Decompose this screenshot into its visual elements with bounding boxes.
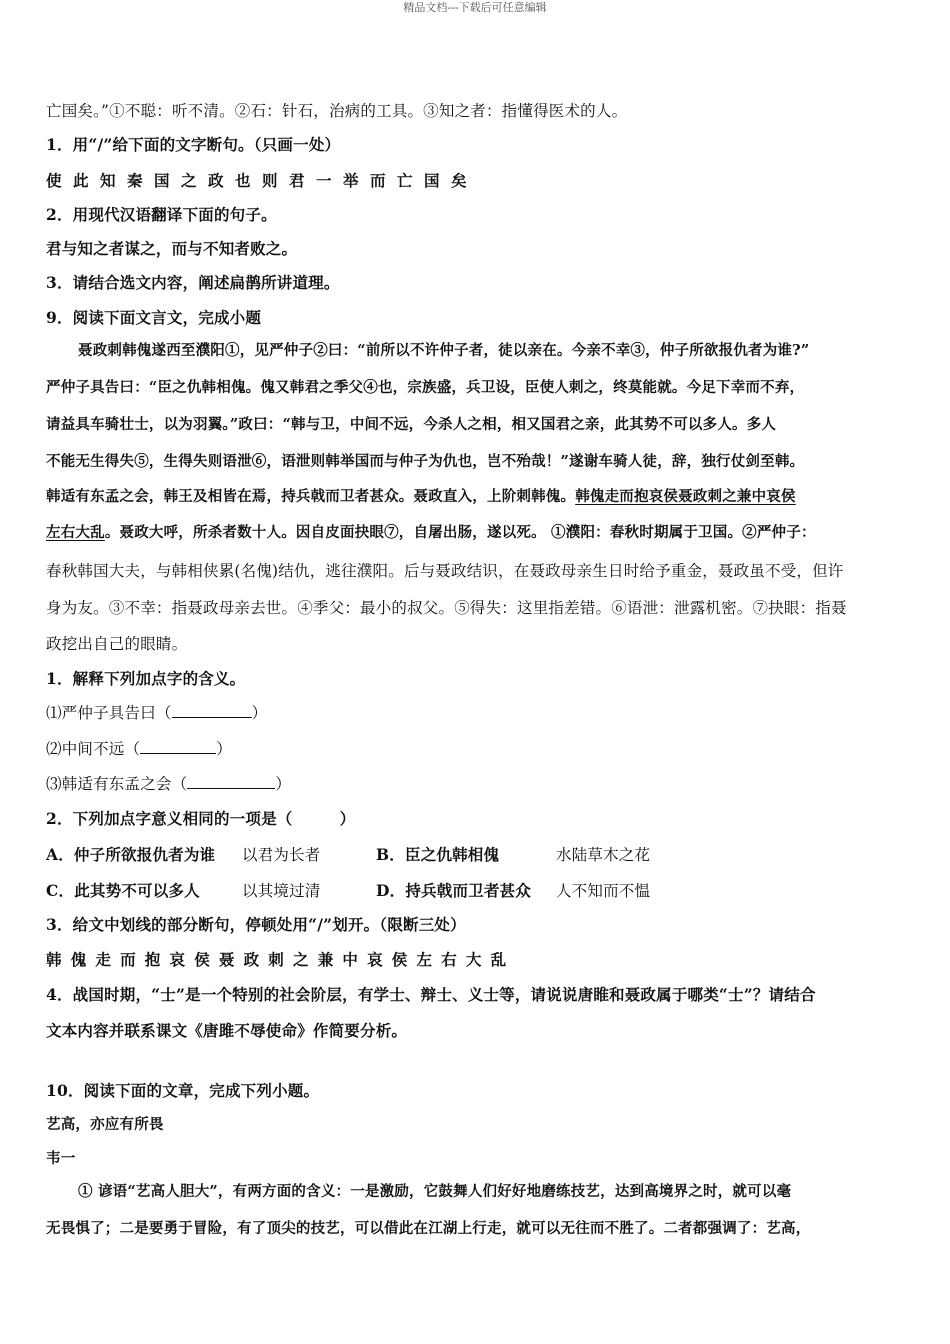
question-9-1a xyxy=(46,702,267,724)
answer-blank-2[interactable] xyxy=(140,738,216,754)
question-10-heading: 10．阅读下面的文章，完成下列小题。 xyxy=(46,1081,320,1100)
article-line-1: ① 谚语“艺高人胆大”，有两方面的含义：一是激励，它鼓舞人们好好地磨练技艺，达到高境界之时，就可以毫 xyxy=(78,1183,792,1200)
option-d-1[interactable]: D．持兵戟而卫者甚众 xyxy=(376,881,531,900)
question-9-1c xyxy=(46,773,291,795)
note-line-8: 身为友。③不幸：指聂政母亲去世。④季父：最小的叔父。⑤得失：这里指差错。⑥语泄：泄露机密。⑦抉眼：指聂 xyxy=(46,599,847,617)
underlined-passage-end: 左右大乱 xyxy=(46,524,105,541)
passage-line-6-text: 。聂政大呼，所杀者数十人。因自皮面抉眼⑦，自屠出肠，遂以死。 ①濮阳：春秋时期属于卫国。②严仲子： xyxy=(104,524,816,541)
question-9-3-text: 韩傀走而抱哀侯聂政刺之兼中哀侯左右大乱 xyxy=(46,950,516,969)
question-8-1: 1．用“/”给下面的文字断句。（只画一处） xyxy=(46,135,341,154)
passage-line-6 xyxy=(46,522,816,544)
paren-close: ） xyxy=(251,704,268,722)
answer-blank-3[interactable] xyxy=(187,773,275,789)
article-line-2: 无畏惧了；二是要勇于冒险，有了顶尖的技艺，可以借此在江湖上行走，就可以无往而不胜了。二者都强调了：艺高， xyxy=(46,1220,811,1237)
note-line-9: 政挖出自己的眼睛。 xyxy=(46,635,188,653)
option-a-2: 以君为长者 xyxy=(242,846,321,864)
option-b-1[interactable]: B．臣之仇韩相傀 xyxy=(376,845,500,864)
question-8-2-text: 君与知之者谋之，而与不知者败之。 xyxy=(46,239,298,258)
footnote-line: 亡国矣。”①不聪：听不清。②石：针石，治病的工具。③知之者：指懂得医术的人。 xyxy=(46,102,628,120)
paren-close: ） xyxy=(216,740,232,758)
question-9-4-line-2: 文本内容并联系课文《唐雎不辱使命》作简要分析。 xyxy=(46,1021,408,1040)
question-8-3: 3．请结合选文内容，阐述扁鹊所讲道理。 xyxy=(46,273,340,292)
passage-line-1: 聂政刺韩傀遂西至濮阳①，见严仲子②曰：“前所以不许仲子者，徒以亲在。今亲不幸③，仲子所欲报仇者为谁?” xyxy=(78,342,810,359)
article-author: 韦一 xyxy=(46,1150,76,1167)
question-9-heading: 9．阅读下面文言文，完成小题 xyxy=(46,308,262,327)
passage-line-5 xyxy=(46,486,796,508)
underlined-passage: 韩傀走而抱哀侯聂政刺之兼中哀侯 xyxy=(575,488,796,505)
question-9-1b xyxy=(46,738,232,760)
question-9-2: 2．下列加点字意义相同的一项是（ ） xyxy=(46,809,356,828)
passage-line-5-text: 韩适有东孟之会，韩王及相皆在焉，持兵戟而卫者甚众。聂政直入，上阶刺韩傀。 xyxy=(46,488,576,505)
passage-line-3: 请益具车骑壮士，以为羽翼。”政曰：“韩与卫，中间不远，今杀人之相，相又国君之亲，此其势不可以多人。多人 xyxy=(46,416,777,433)
question-9-1a-label: ⑴严仲子具告曰（ xyxy=(46,704,172,722)
passage-line-4: 不能无生得失⑤，生得失则语泄⑥，语泄则韩举国而与仲子为仇也，岂不殆哉！”遂谢车骑人徒，辞，独行仗剑至韩。 xyxy=(46,453,805,470)
page-header: 精品文档---下载后可任意编辑 xyxy=(403,1,547,14)
question-9-3: 3．给文中划线的部分断句，停顿处用“/”划开。（限断三处） xyxy=(46,915,466,934)
article-title: 艺高，亦应有所畏 xyxy=(46,1116,164,1133)
question-9-4-line-1: 4．战国时期，“士”是一个特别的社会阶层，有学士、辩士、义士等，请说说唐睢和聂政属于哪类“士”？请结合 xyxy=(46,985,816,1004)
option-c-1[interactable]: C．此其势不可以多人 xyxy=(46,881,200,900)
question-9-1b-label: ⑵中间不远（ xyxy=(46,740,141,758)
question-8-1-text: 使此知秦国之政也则君一举而亡国矣 xyxy=(46,171,479,190)
answer-blank-1[interactable] xyxy=(172,702,252,718)
option-b-2: 水陆草木之花 xyxy=(556,846,651,864)
paren-close: ） xyxy=(275,775,292,793)
option-a-1[interactable]: A．仲子所欲报仇者为谁 xyxy=(46,845,216,864)
question-8-2: 2．用现代汉语翻译下面的句子。 xyxy=(46,205,277,224)
note-line-7: 春秋韩国大夫，与韩相侠累(名傀)结仇，逃往濮阳。后与聂政结识，在聂政母亲生日时给予重金，聂政虽不受，但许 xyxy=(46,562,844,580)
option-c-2: 以其境过清 xyxy=(242,882,321,900)
question-9-1: 1．解释下列加点字的含义。 xyxy=(46,669,246,688)
passage-line-2: 严仲子具告曰：“臣之仇韩相傀。傀又韩君之季父④也，宗族盛，兵卫设，臣使人刺之，终莫能就。今足下幸而不弃， xyxy=(46,379,805,396)
option-d-2: 人不知而不愠 xyxy=(556,882,651,900)
question-9-1c-label: ⑶韩适有东孟之会（ xyxy=(46,775,188,793)
